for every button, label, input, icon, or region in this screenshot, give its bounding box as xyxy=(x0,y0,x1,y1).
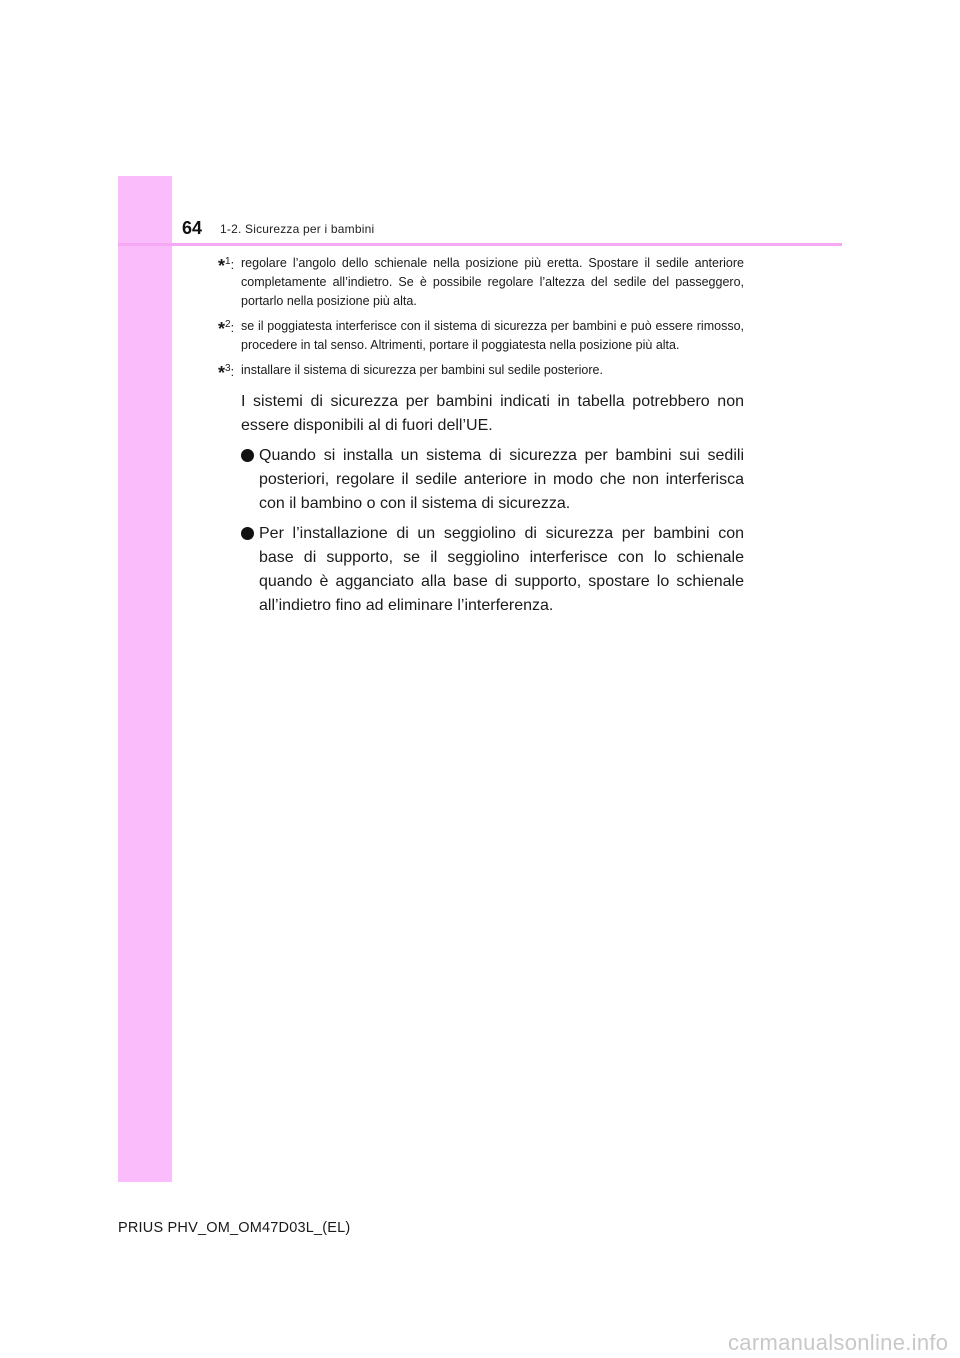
footnote-number: 3 xyxy=(225,362,231,374)
footnote-text: installare il sistema di sicurezza per bambini sul sedile posteriore. xyxy=(241,363,603,377)
footnote-number: 2 xyxy=(225,318,231,330)
page-number: 64 xyxy=(182,218,203,238)
footnote-number: 1 xyxy=(225,255,231,267)
asterisk-icon: * xyxy=(218,363,226,383)
footnote-text: se il poggiatesta interferisce con il sistema di sicurezza per bambini e può essere rimosso, procedere in tal senso. Altrimenti, portare il poggiatesta nella posizione più alta. xyxy=(241,319,744,352)
header-rule xyxy=(118,243,842,246)
footnote-colon: : xyxy=(230,258,235,272)
asterisk-icon: * xyxy=(218,319,226,339)
footnote-colon: : xyxy=(230,365,235,379)
footnote-colon: : xyxy=(230,321,235,335)
footnote-3 xyxy=(218,361,744,383)
watermark-text: carmanualsonline.info xyxy=(728,1330,949,1355)
footnote-marker xyxy=(218,317,234,338)
footnote-marker xyxy=(218,361,234,382)
section-title: 1-2. Sicurezza per i bambini xyxy=(220,222,375,236)
bullet-item-2 xyxy=(241,522,744,618)
footnote-text: regolare l’angolo dello schienale nella posizione più eretta. Spostare il sedile anteriore completamente all’indietro. Se è possibile regolare l’altezza del sedile del passeggero, portarlo nella posizione più alta. xyxy=(241,256,744,308)
footnote-2 xyxy=(218,317,744,355)
bullet-text: Per l’installazione di un seggiolino di sicurezza per bambini con base di supporto, se il seggiolino interferisce con lo schienale quando è agganciato alla base di supporto, spostare lo schienale all’indietro fino ad eliminare l’interferenza. xyxy=(259,525,744,614)
page-content xyxy=(218,254,744,618)
asterisk-icon: * xyxy=(218,256,226,276)
footnote-marker xyxy=(218,254,234,275)
bullet-dot-icon xyxy=(241,527,254,540)
bullet-item-1 xyxy=(241,444,744,516)
bullet-text: Quando si installa un sistema di sicurezza per bambini sui sedili posteriori, regolare il sedile anteriore in modo che non interferisca con il bambino o con il sistema di sicurezza. xyxy=(259,447,744,512)
side-color-band xyxy=(118,176,172,1182)
availability-paragraph: I sistemi di sicurezza per bambini indicati in tabella potrebbero non essere disponibili al di fuori dell’UE. xyxy=(241,393,744,434)
footnote-1 xyxy=(218,254,744,311)
bullet-dot-icon xyxy=(241,449,254,462)
footer-doc-code: PRIUS PHV_OM_OM47D03L_(EL) xyxy=(118,1220,351,1236)
